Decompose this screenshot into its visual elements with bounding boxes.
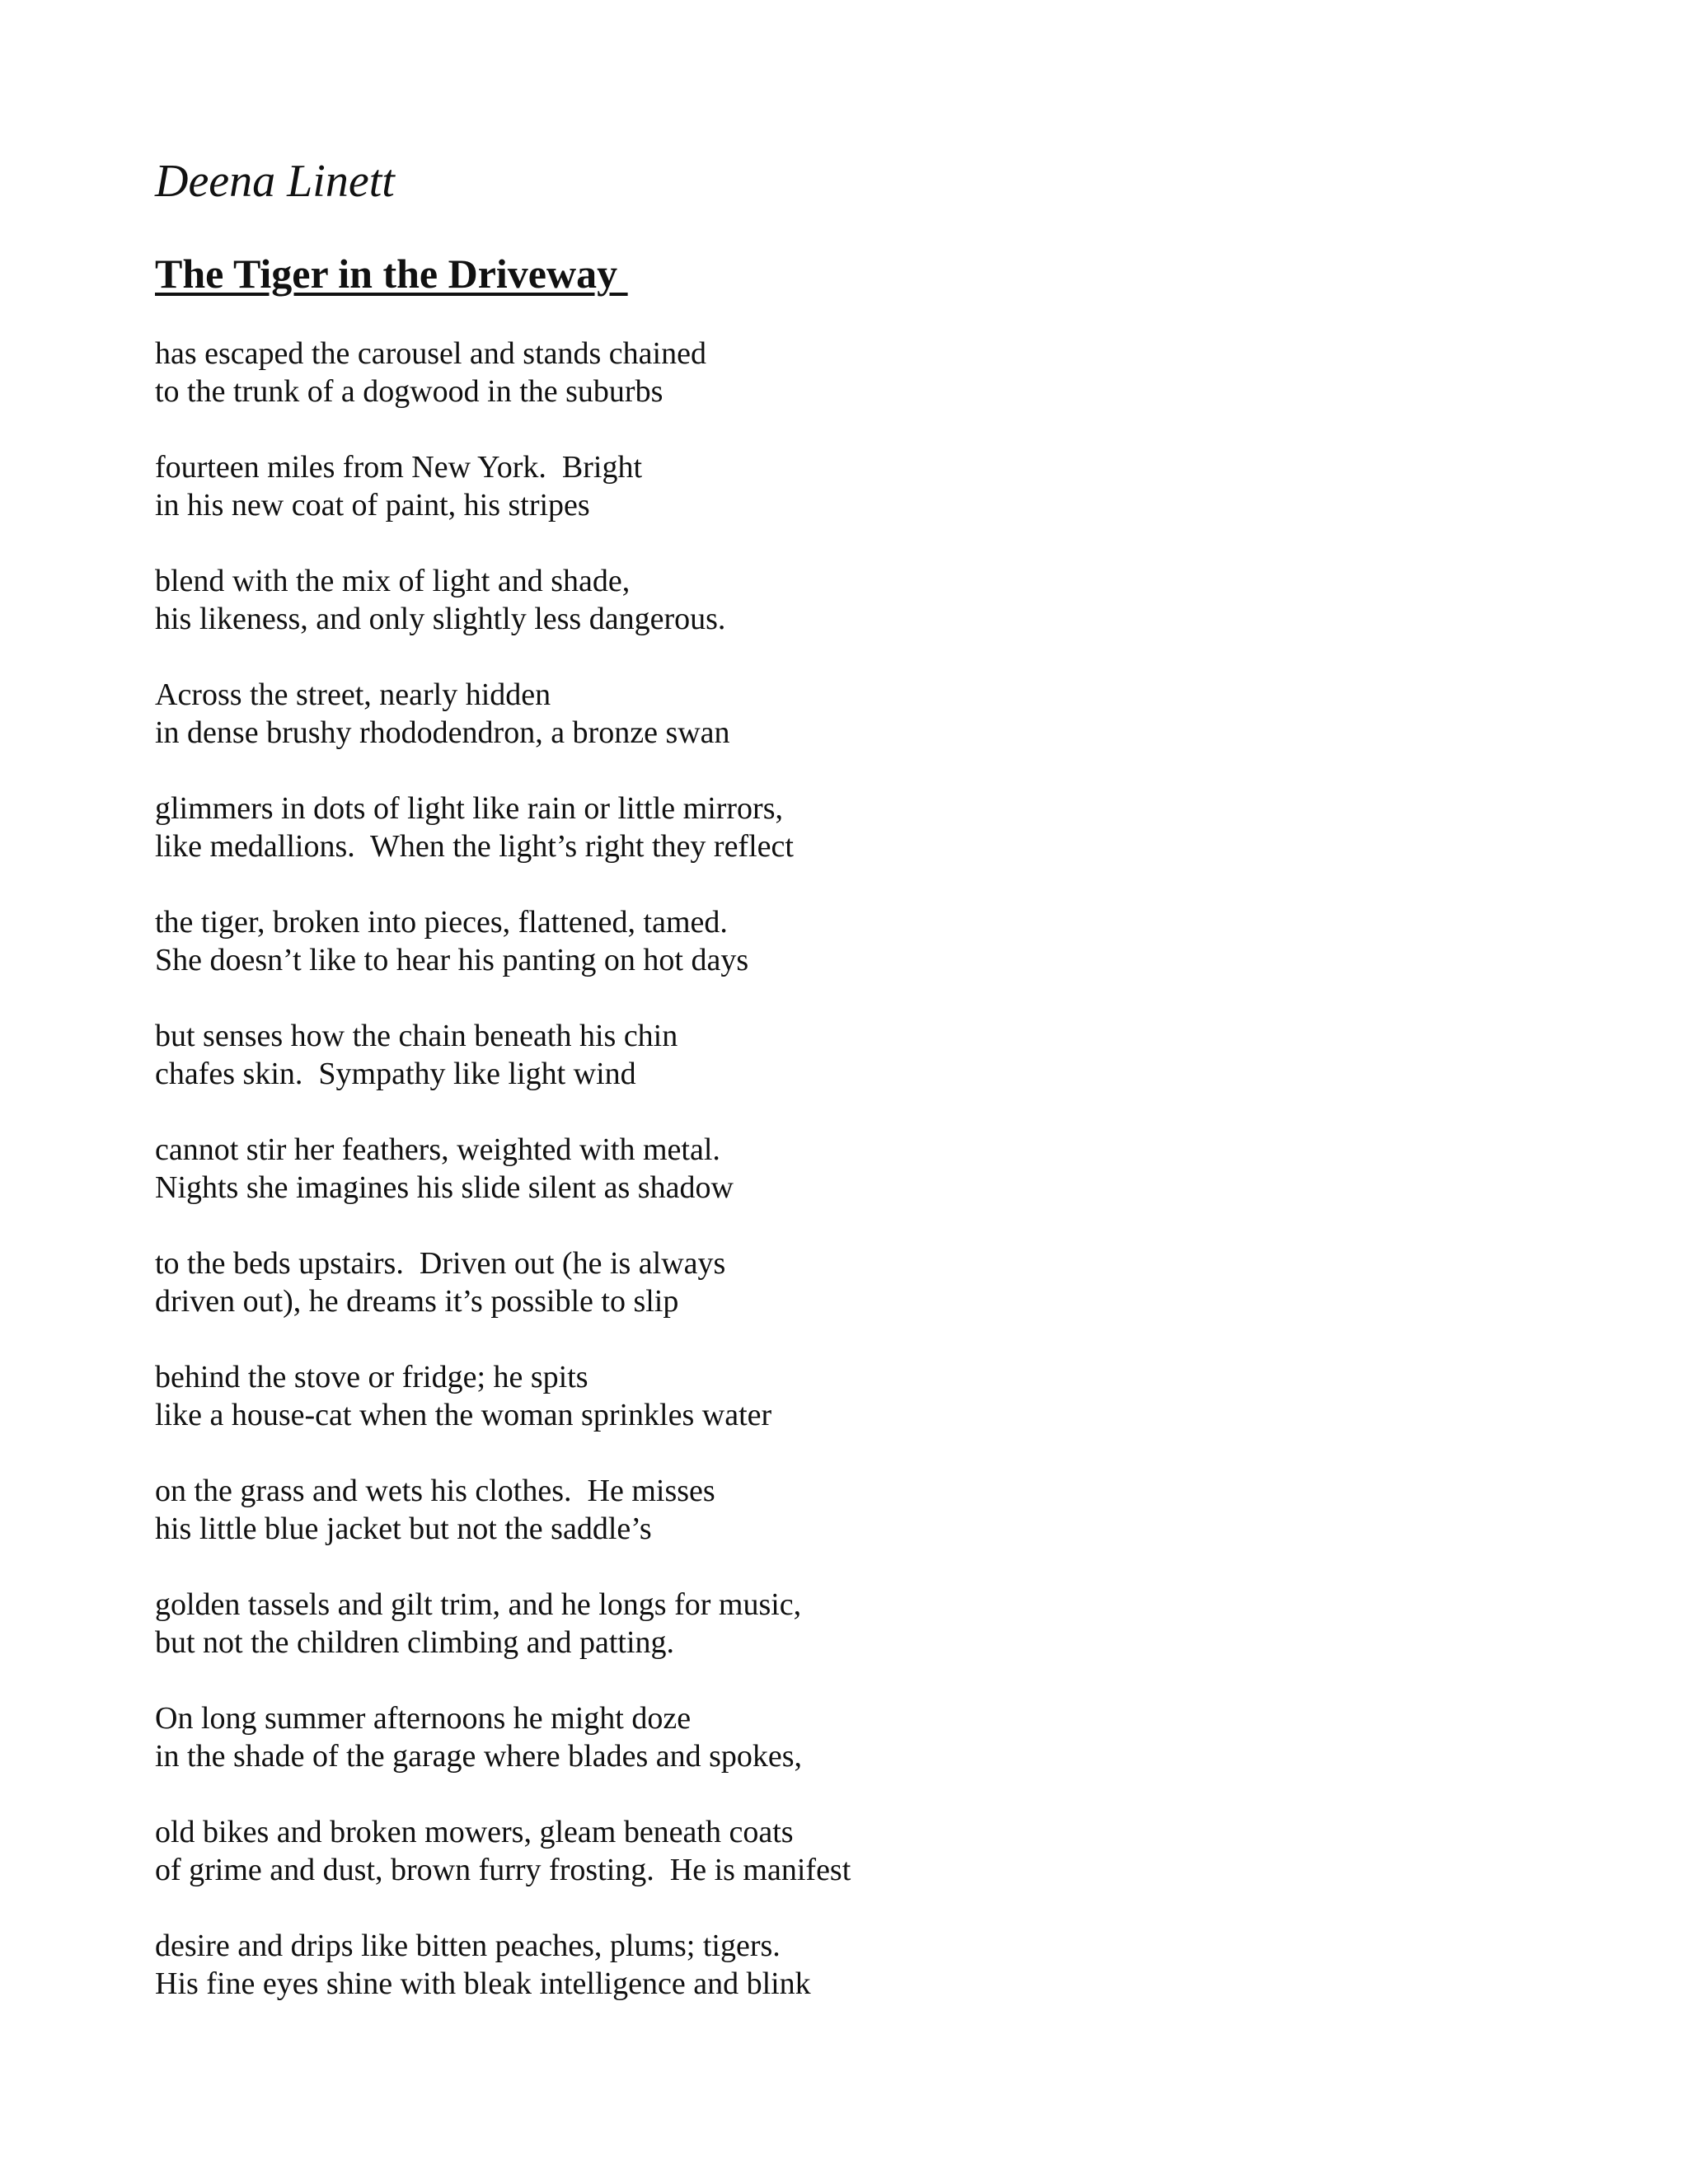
poem-title: The Tiger in the Driveway	[155, 251, 628, 297]
poem-line: his little blue jacket but not the saddle’s	[155, 1511, 652, 1546]
stanza	[155, 1472, 1556, 1548]
poem-line: on the grass and wets his clothes. He misses	[155, 1474, 715, 1508]
poem-line: blend with the mix of light and shade,	[155, 564, 631, 598]
stanza	[155, 335, 1556, 410]
stanza	[155, 562, 1556, 638]
poem-line: driven out), he dreams it’s possible to slip	[155, 1284, 679, 1319]
poem-line: in the shade of the garage where blades and spokes,	[155, 1739, 803, 1774]
poem-line: cannot stir her feathers, weighted with metal.	[155, 1132, 720, 1167]
stanza	[155, 1586, 1556, 1661]
poem-line: fourteen miles from New York. Bright	[155, 450, 643, 485]
stanza	[155, 676, 1556, 752]
poem-line: His fine eyes shine with bleak intelligence and blink	[155, 1966, 811, 2001]
poem-line: desire and drips like bitten peaches, plums; tigers.	[155, 1929, 781, 1963]
poem-line: in his new coat of paint, his stripes	[155, 488, 590, 523]
poem-body	[155, 335, 1556, 2041]
poem-line: to the trunk of a dogwood in the suburbs	[155, 374, 663, 409]
poem-line: the tiger, broken into pieces, flattened, tamed.	[155, 905, 728, 940]
poem-line: behind the stove or fridge; he spits	[155, 1360, 588, 1394]
poem-line: golden tassels and gilt trim, and he longs for music,	[155, 1587, 802, 1622]
poem-line: Across the street, nearly hidden	[155, 677, 551, 712]
poem-line: but not the children climbing and patting.	[155, 1625, 675, 1660]
poem-line: old bikes and broken mowers, gleam beneath coats	[155, 1815, 794, 1849]
poem-line: of grime and dust, brown furry frosting. He is manifest	[155, 1853, 851, 1887]
author-name: Deena Linett	[155, 156, 395, 207]
poem-line: but senses how the chain beneath his chin	[155, 1019, 678, 1053]
stanza	[155, 1813, 1556, 1889]
poem-line: chafes skin. Sympathy like light wind	[155, 1057, 636, 1091]
poem-line: like medallions. When the light’s right they reflect	[155, 829, 794, 864]
poem-line: like a house-cat when the woman sprinkles water	[155, 1398, 772, 1432]
stanza	[155, 1131, 1556, 1207]
stanza	[155, 1927, 1556, 2003]
poem-line: has escaped the carousel and stands chained	[155, 336, 706, 371]
stanza	[155, 1244, 1556, 1320]
poem-line: Nights she imagines his slide silent as shadow	[155, 1170, 734, 1205]
stanza	[155, 790, 1556, 865]
stanza	[155, 1358, 1556, 1434]
stanza	[155, 1699, 1556, 1775]
stanza	[155, 448, 1556, 524]
poem-line: On long summer afternoons he might doze	[155, 1701, 692, 1736]
poem-line: She doesn’t like to hear his panting on hot days	[155, 943, 749, 977]
poem-line: in dense brushy rhododendron, a bronze swan	[155, 715, 730, 750]
poem-line: glimmers in dots of light like rain or little mirrors,	[155, 791, 784, 826]
poem-line: his likeness, and only slightly less dangerous.	[155, 602, 726, 636]
poem-line: to the beds upstairs. Driven out (he is always	[155, 1246, 726, 1281]
stanza	[155, 1017, 1556, 1093]
stanza	[155, 903, 1556, 979]
